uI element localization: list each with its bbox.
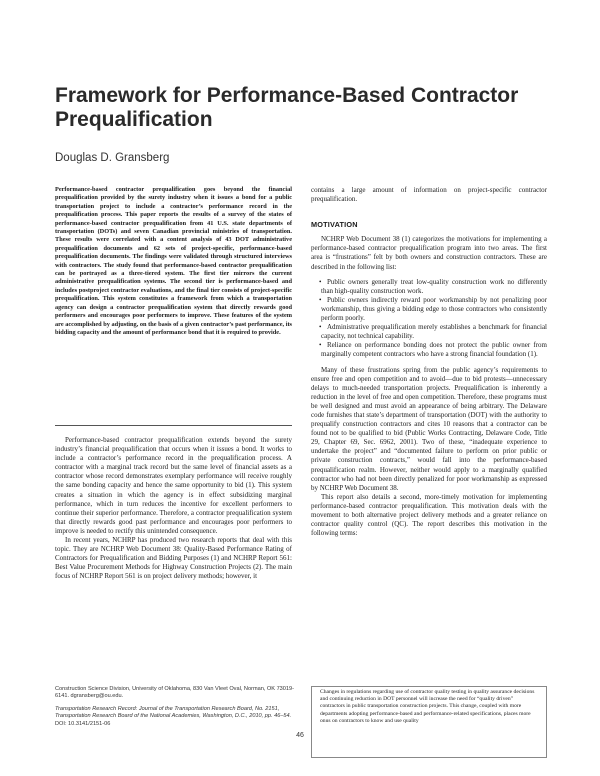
doi: DOI: 10.3141/2151-06 xyxy=(55,720,111,727)
bullet-text: Administrative prequalification merely establishes a benchmark for financial capacity, not technical capability. xyxy=(321,323,547,341)
author-affiliation: Construction Science Division, University of Oklahoma, 830 Van Vleet Oval, Norman, OK 73019-6141. dgransberg@ou.edu. xyxy=(55,686,294,700)
bullet-item xyxy=(311,341,547,359)
bullet-icon: • xyxy=(319,295,322,304)
bullet-item xyxy=(311,278,547,296)
abstract: Performance-based contractor prequalification goes beyond the financial prequalification provided by the surety industry when it issues a bond for a public transportation project to include a contractor’s performance record in the prequalification process. This paper reports the results of a survey of the states of performance-based contractor prequalification from 41 U.S. state departments of transportation (DOTs) and seven Canadian provincial ministries of transportation. These results were correlated with a content analysis of 43 DOT administrative prequalification documents and 62 sets of project-specific, performance-based prequalification documents. The findings were validated through structured interviews with contractors. The study found that performance-based contractor prequalification can be portrayed as a three-tiered system. The first tier mirrors the current administrative prequalification systems. The second tier is performance-based and includes postproject contractor evaluations, and the final tier consists of project-specific prequalification. This system constitutes a framework from which a transportation agency can design a contractor prequalification system that directly rewards good performers and encourages poor performers to improve. These features of the system are accomplished by adjusting, on the basis of a given contractor’s past performance, its bidding capacity and the amount of performance bond that it is required to provide. xyxy=(55,186,292,336)
paper-title: Framework for Performance-Based Contractor Prequalification xyxy=(55,84,519,131)
right-column-body xyxy=(311,186,547,538)
bullet-item xyxy=(311,296,547,323)
abstract-divider xyxy=(55,425,292,426)
author-name: Douglas D. Gransberg xyxy=(55,152,170,164)
body-paragraph: Performance-based contractor prequalification extends beyond the surety industry’s financial prequalification that occurs when it issues a bond. It works to include a contractor’s performance record in the prequalification process. A contractor with a marginal track record but the same level of financial assets as a contractor whose record demonstrates exemplary performance will receive roughly the same bonding capacity and hence the same opportunity to bid (1). This system creates a situation in which the agency is in effect subsidizing marginal performance, which in turn reduces the incentive for excellent performers to continue their superior performance. Therefore, a contractor prequalification system that directly rewards good past performance and encourages poor performers to improve is needed to rectify this unintended consequence. xyxy=(55,436,292,535)
bullet-icon: • xyxy=(319,277,322,286)
bullet-icon: • xyxy=(319,323,322,332)
bullet-text: Reliance on performance bonding does not protect the public owner from marginally competent contractors who have a strong financial foundation (1). xyxy=(321,341,547,359)
body-paragraph: In recent years, NCHRP has produced two research reports that deal with this topic. They are NCHRP Web Document 38: Quality-Based Performance Rating of Contractors for Prequalification and Bidding Purposes (1) and NCHRP Report 561: Best Value Procurement Methods for Highway Construction Projects (2). The main focus of NCHRP Report 561 is on project delivery methods; however, it xyxy=(55,536,292,581)
body-paragraph: This report also details a second, more-timely motivation for implementing performance-based contractor prequalification. This motivation deals with the movement to both alternative project delivery methods and a greater reliance on contractor quality control (QC). The report describes this motivation in the following terms: xyxy=(311,492,547,538)
bullet-item xyxy=(311,323,547,341)
bullet-icon: • xyxy=(319,341,322,350)
left-column-body xyxy=(55,436,292,582)
page-number: 46 xyxy=(296,732,304,739)
block-quote: Changes in regulations regarding use of contractor quality testing in quality assurance decisions and continuing reduction in DOT personnel will increase the need for “quality driven” contractors in public transportation construction projects. This change, coupled with more departments adopting performance-based and performance-related specifications, places more onus on contractors to know and use quality xyxy=(311,686,547,758)
body-paragraph: Many of these frustrations spring from the public agency’s requirements to ensure free and open competition and to avoid—due to bid protests—unnecessary delays to much-needed transportation projects. Prequalification is inherently a reduction in the level of free and open competition. Therefore, these programs must be well designed and must avoid an appearance of being arbitrary. The Delaware code furnishes that state’s department of transportation (DOT) with the authority to prequalify construction contractors and cites 10 reasons that a contractor can be found not to be qualified to bid (Public Works Contracting, Delaware Code, Title 29, Chapter 69, Sec. 6962, 2001). Two of these, “inadequate experience to undertake the project” and “documented failure to perform on prior public or private construction contracts,” would fall into the performance-based prequalification realm. However, neither would apply to a marginally qualified contractor who had not been directly penalized for poor workmanship as expressed by NCHRP Web Document 38. xyxy=(311,365,547,492)
bullet-text: Public owners indirectly reward poor workmanship by not penalizing poor workmanship, thus giving a bidding edge to those contractors who consistently perform poorly. xyxy=(321,295,547,323)
journal-citation: Transportation Research Record: Journal of the Transportation Research Board, No. 2151, Transportation Research Board of the National Academies, Washington, D.C., 2010, pp. 46–54. xyxy=(55,705,292,720)
footnote xyxy=(55,686,295,733)
body-paragraph: contains a large amount of information on project-specific contractor prequalification. xyxy=(311,186,547,204)
section-heading: MOTIVATION xyxy=(311,220,358,230)
body-paragraph: NCHRP Web Document 38 (1) categorizes the motivations for implementing a performance-based contractor prequalification program into two areas. The first area is “frustrations” felt by both owners and construction contractors. These are described in the following list: xyxy=(311,235,547,271)
bullet-text: Public owners generally treat low-quality construction work no differently than high-quality construction work. xyxy=(321,277,547,295)
